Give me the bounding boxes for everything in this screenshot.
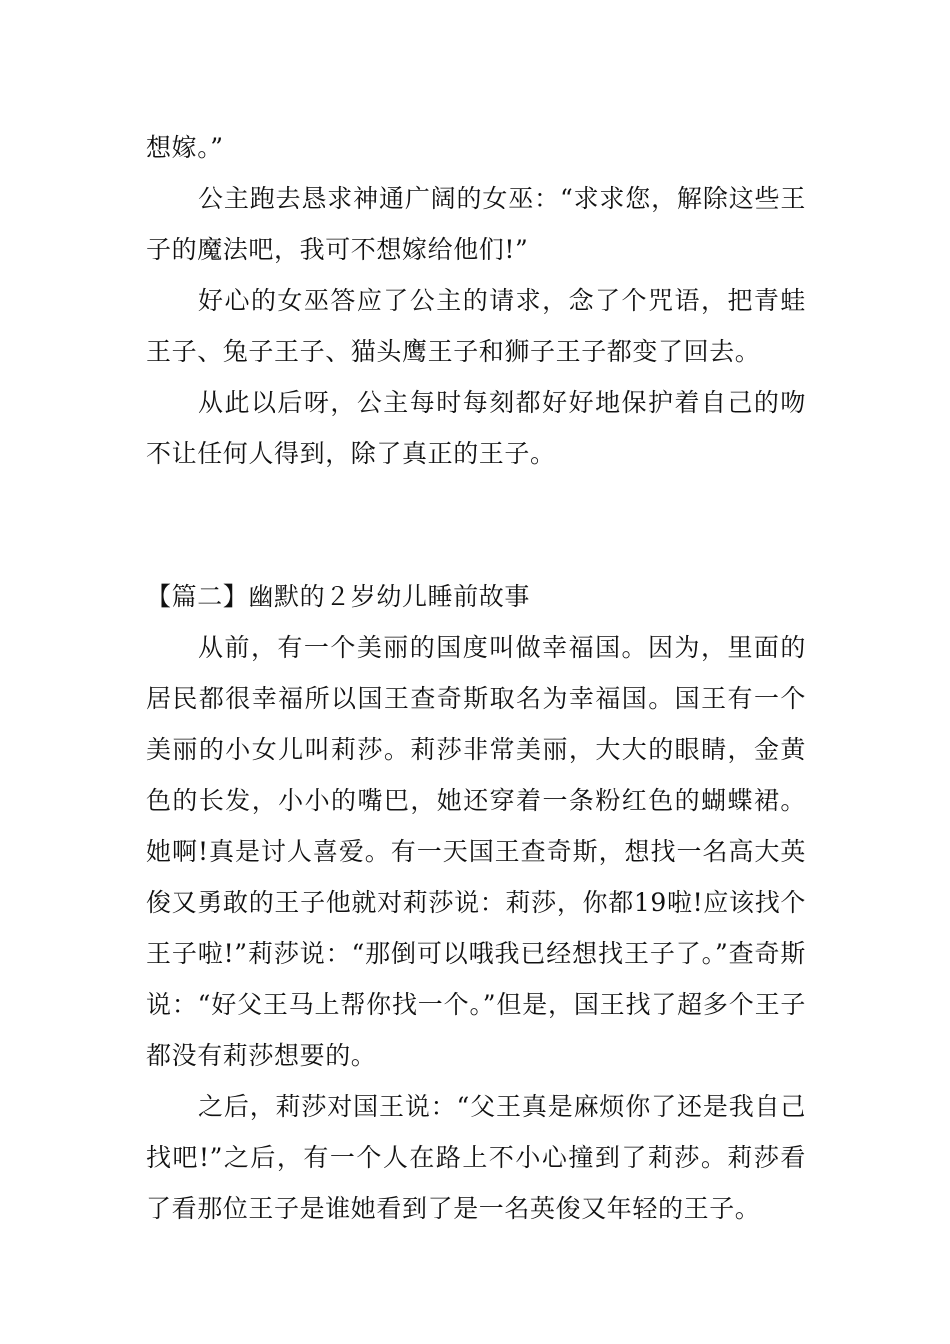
paragraph: 公主跑去恳求神通广阔的女巫：“求求您，解除这些王子的魔法吧，我可不想嫁给他们!” <box>146 184 806 264</box>
paragraph: 好心的女巫答应了公主的请求，念了个咒语，把青蛙王子、兔子王子、猫头鹰王子和狮子王子都变了回去。 <box>146 286 806 366</box>
story-part-one <box>146 122 806 479</box>
paragraph: 从此以后呀，公主每时每刻都好好地保护着自己的吻不让任何人得到，除了真正的王子。 <box>146 388 806 468</box>
section-heading: 【篇二】幽默的２岁幼儿睡前故事 <box>146 582 531 611</box>
story-part-two <box>146 571 806 1234</box>
paragraph: 之后，莉莎对国王说：“父王真是麻烦你了还是我自己找吧!”之后，有一个人在路上不小心撞到了莉莎。莉莎看了看那位王子是谁她看到了是一名英俊又年轻的王子。 <box>146 1092 806 1223</box>
paragraph-continuation: 想嫁。” <box>146 133 224 162</box>
paragraph: 从前，有一个美丽的国度叫做幸福国。因为，里面的居民都很幸福所以国王查奇斯取名为幸福国。国王有一个美丽的小女儿叫莉莎。莉莎非常美丽，大大的眼睛，金黄色的长发，小小的嘴巴，她还穿着一条粉红色的蝴蝶裙。她啊!真是讨人喜爱。有一天国王查奇斯，想找一名高大英俊又勇敢的王子他就对莉莎说：莉莎，你都19啦!应该找个王子啦!”莉莎说：“那倒可以哦我已经想找王子了。”查奇斯说：“好父王马上帮你找一个。”但是，国王找了超多个王子都没有莉莎想要的。 <box>146 633 806 1070</box>
